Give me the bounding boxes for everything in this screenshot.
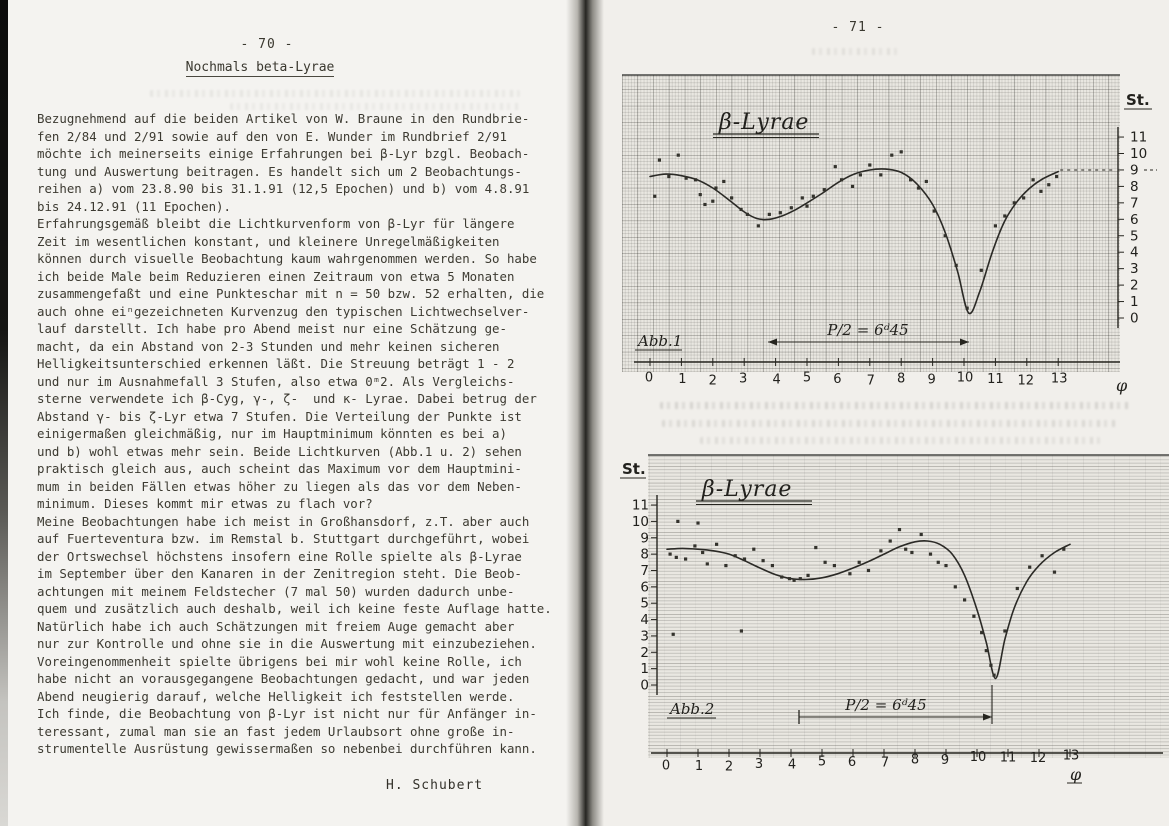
- observation-point: [676, 520, 679, 523]
- body-line: teressant, zumal man sie an fast jedem Urlaubsort ohne große in-: [37, 723, 515, 739]
- observation-point: [768, 213, 771, 216]
- y-tick-label: 3: [640, 628, 649, 645]
- body-line: mum in beiden Fällen etwas höher zu liegen als das vor dem Neben-: [37, 478, 522, 494]
- chart-title: β-Lyrae: [719, 110, 810, 135]
- observation-point: [848, 572, 851, 575]
- x-tick-label: 11: [999, 750, 1017, 766]
- observation-point: [879, 549, 882, 552]
- period-annotation: P/2 = 6ᵈ45: [845, 696, 927, 714]
- observation-point: [779, 211, 782, 214]
- x-tick-label: 10: [956, 370, 974, 386]
- body-line: ich beide Male beim Reduzieren einen Zeitraum von etwa 5 Monaten: [37, 268, 515, 284]
- body-line: achtungen mit meinem Feldstecher (7 mal 50) wurden dadurch unbe-: [37, 583, 515, 599]
- observation-point: [929, 553, 932, 556]
- y-tick-label: 3: [1130, 261, 1139, 278]
- x-tick-label: 3: [754, 756, 764, 772]
- body-line: Helligkeitsunterschied erkennen läßt. Die Streuung beträgt 1 - 2: [37, 356, 515, 371]
- observation-point: [675, 556, 678, 559]
- body-line: macht, da ein Abstand von 2-3 Stunden und mehr keinen sicheren: [37, 338, 500, 354]
- y-tick-label: 6: [640, 579, 649, 596]
- observation-point: [917, 186, 920, 189]
- observation-point: [898, 528, 901, 531]
- article-title: [130, 60, 390, 75]
- body-line: im September über den Kanaren in der Zenitregion steht. Die Beob-: [37, 566, 522, 581]
- observation-point: [814, 546, 817, 549]
- observation-point: [1003, 629, 1006, 632]
- x-tick-label: 7: [866, 373, 875, 389]
- body-line: und b) wohl etwas mehr sein. Beide Lichtkurven (Abb.1 u. 2) sehen: [37, 443, 522, 459]
- y-tick-label: 11: [631, 497, 649, 514]
- observation-point: [1062, 548, 1065, 551]
- observation-point: [909, 178, 912, 181]
- observation-point: [944, 564, 947, 567]
- x-tick-label: 8: [897, 371, 906, 387]
- observation-point: [963, 598, 966, 601]
- signature: H. Schubert: [386, 778, 484, 793]
- bleed-through-ghost-text: [150, 90, 520, 97]
- observation-point: [904, 548, 907, 551]
- y-tick-label: 8: [640, 546, 649, 563]
- observation-point: [900, 150, 903, 153]
- x-axis-symbol: φ: [1116, 376, 1128, 395]
- observation-point: [1016, 587, 1019, 590]
- observation-point: [746, 213, 749, 216]
- body-line: nur zur Kontrolle und ohne sie in die Auswertung mit einzubeziehen.: [37, 636, 537, 651]
- observation-point: [966, 307, 969, 310]
- observation-point: [724, 564, 727, 567]
- observation-point: [1053, 571, 1056, 574]
- light-curve-chart-abb2: [618, 450, 1169, 784]
- body-line: Abend neugierig darauf, welche Helligkeit ich feststellen werde.: [37, 688, 515, 704]
- body-line: Ich finde, die Beobachtung von β-Lyr ist nicht nur für Anfänger in-: [37, 706, 537, 721]
- body-line: reihen a) vom 23.8.90 bis 31.1.91 (12,5 Epochen) und b) vom 4.8.91: [37, 181, 530, 196]
- y-tick-label: 7: [640, 562, 649, 579]
- observation-point: [834, 165, 837, 168]
- observation-point: [752, 548, 755, 551]
- observation-point: [994, 224, 997, 227]
- observation-point: [980, 269, 983, 272]
- observation-point: [985, 649, 988, 652]
- y-tick-label: 11: [1130, 129, 1148, 146]
- y-tick-label: 1: [1130, 294, 1139, 311]
- observation-point: [920, 533, 923, 536]
- y-tick-label: 2: [1130, 277, 1139, 294]
- x-axis-symbol: φ: [1070, 765, 1082, 784]
- x-tick-label: 11: [987, 372, 1004, 387]
- y-tick-label: 5: [640, 595, 649, 612]
- body-line: praktisch gleich aus, auch scheint das Maximum vor dem Hauptmini-: [37, 461, 522, 476]
- body-line: lauf darstellt. Ich habe pro Abend meist nur eine Schätzung ge-: [37, 321, 507, 336]
- body-line: strumentelle Ausrüstung gewissermaßen so nebenbei durchführen kann.: [37, 741, 537, 756]
- bleed-through-ghost-text: [662, 420, 1117, 427]
- period-annotation: P/2 = 6ᵈ45: [827, 321, 909, 339]
- y-tick-label: 6: [1130, 211, 1139, 228]
- observation-point: [1028, 566, 1031, 569]
- body-line: quem und zusätzlich auch deshalb, weil ich keine feste Auflage hatte.: [37, 601, 552, 616]
- observation-point: [1039, 190, 1042, 193]
- x-tick-label: 5: [802, 370, 812, 386]
- observation-point: [954, 585, 957, 588]
- observation-point: [730, 196, 733, 199]
- x-tick-label: 13: [1062, 748, 1080, 764]
- body-line: möchte ich meinerseits einige Erfahrungen bei β-Lyr bzgl. Beobach-: [37, 146, 530, 161]
- observation-point: [840, 178, 843, 181]
- observation-point: [788, 577, 791, 580]
- observation-point: [696, 521, 699, 524]
- observation-point: [699, 193, 702, 196]
- observation-point: [824, 561, 827, 564]
- y-tick-label: 1: [640, 661, 649, 678]
- x-tick-label: 1: [694, 759, 704, 775]
- observation-point: [937, 561, 940, 564]
- observation-point: [812, 195, 815, 198]
- observation-point: [1031, 178, 1034, 181]
- y-tick-label: 5: [1130, 228, 1139, 245]
- bleed-through-ghost-text: [812, 48, 898, 55]
- observation-point: [868, 163, 871, 166]
- observation-point: [980, 631, 983, 634]
- x-tick-label: 9: [940, 753, 950, 769]
- x-tick-label: 13: [1050, 371, 1068, 387]
- observation-point: [734, 554, 737, 557]
- y-axis-title: St.: [1126, 91, 1150, 109]
- observation-point: [790, 206, 793, 209]
- observation-point: [1047, 183, 1050, 186]
- observation-point: [715, 543, 718, 546]
- y-tick-label: 10: [1130, 146, 1148, 162]
- observation-point: [722, 180, 725, 183]
- x-tick-label: 3: [739, 371, 748, 387]
- observation-point: [890, 154, 893, 157]
- body-line: Bezugnehmend auf die beiden Artikel von W. Braune in den Rundbrie-: [37, 111, 530, 126]
- figure-label: Abb.2: [670, 700, 715, 718]
- x-tick-label: 0: [661, 758, 671, 774]
- body-line: habe nicht an vorausgegangene Beobachtungen gedacht, und war jeden: [37, 671, 530, 686]
- y-tick-label: 4: [640, 612, 649, 629]
- x-tick-label: 6: [847, 754, 857, 770]
- body-line: auch ohne eiⁿgezeichneten Kurvenzug den typischen Lichtwechselver-: [37, 303, 530, 319]
- observation-point: [771, 564, 774, 567]
- body-line: Voreingenommenheit spielte übrigens bei mir wohl keine Rolle, ich: [37, 653, 522, 669]
- observation-point: [1041, 554, 1044, 557]
- body-line: können durch visuelle Beobachtung kaum wahrgenommen werden. So habe: [37, 251, 537, 266]
- x-tick-label: 4: [787, 757, 797, 773]
- article-title-text: Nochmals beta-Lyrae: [185, 60, 335, 75]
- observation-point: [793, 579, 796, 582]
- observation-point: [667, 175, 670, 178]
- observation-point: [677, 154, 680, 157]
- body-line: Erfahrungsgemäß bleibt die Lichtkurvenform von β-Lyr für längere: [37, 216, 515, 231]
- observation-point: [701, 551, 704, 554]
- observation-point: [806, 574, 809, 577]
- x-tick-label: 12: [1017, 373, 1035, 389]
- figure-label: Abb.1: [638, 332, 683, 350]
- observation-point: [706, 562, 709, 565]
- body-line: Natürlich habe ich auch Schätzungen mit freiem Auge gemacht aber: [37, 618, 515, 634]
- page-number-right: - 71 -: [831, 20, 885, 35]
- y-tick-label: 0: [1130, 310, 1139, 327]
- observation-point: [672, 633, 675, 636]
- x-tick-label: 2: [708, 373, 717, 389]
- body-line: einigermaßen gleichmäßig, nur im Hauptminimum könnten es bei a): [37, 426, 507, 441]
- x-tick-label: 7: [880, 755, 890, 771]
- y-tick-label: 8: [1130, 178, 1139, 195]
- observation-point: [669, 553, 672, 556]
- observation-point: [859, 173, 862, 176]
- book-gutter-shadow: [566, 0, 604, 826]
- observation-point: [889, 539, 892, 542]
- observation-point: [801, 196, 804, 199]
- observation-point: [823, 188, 826, 191]
- x-tick-label: 10: [969, 750, 987, 766]
- observation-point: [799, 577, 802, 580]
- observation-point: [851, 185, 854, 188]
- y-axis-title: St.: [622, 460, 646, 478]
- body-line: minimum. Dieses kommt mir etwas zu flach vor?: [37, 496, 373, 511]
- light-curve-chart-abb1: [622, 73, 1169, 399]
- observation-point: [933, 209, 936, 212]
- observation-point: [992, 674, 995, 677]
- x-tick-label: 1: [678, 372, 687, 387]
- body-line: zusammengefaßt und eine Punkteschar mit n = 50 bzw. 52 erhalten, die: [37, 286, 545, 301]
- body-line: der Ortswechsel höchstens insofern eine Rolle spielte als β-Lyrae: [37, 548, 522, 564]
- observation-point: [740, 629, 743, 632]
- observation-point: [910, 551, 913, 554]
- observation-point: [972, 615, 975, 618]
- observation-point: [780, 575, 783, 578]
- observation-point: [739, 208, 742, 211]
- observation-point: [944, 234, 947, 237]
- observation-point: [1055, 175, 1058, 178]
- observation-point: [1022, 196, 1025, 199]
- x-tick-label: 0: [644, 370, 654, 386]
- observation-point: [879, 173, 882, 176]
- observation-point: [658, 158, 661, 161]
- observation-point: [693, 544, 696, 547]
- observation-point: [1013, 201, 1016, 204]
- body-line: und nur im Ausnahmefall 3 Stufen, also etwa 0ᵐ2. Als Vergleichs-: [37, 373, 515, 389]
- x-tick-label: 12: [1029, 751, 1047, 767]
- observation-point: [757, 224, 760, 227]
- bleed-through-ghost-text: [700, 437, 1100, 444]
- observation-point: [1003, 214, 1006, 217]
- body-line: Abstand γ- bis ζ-Lyr etwa 7 Stufen. Die Verteilung der Punkte ist: [37, 408, 522, 424]
- x-tick-label: 6: [833, 372, 842, 387]
- bleed-through-ghost-text: [230, 103, 520, 110]
- observation-point: [805, 205, 808, 208]
- observation-point: [684, 557, 687, 560]
- body-line: Meine Beobachtungen habe ich meist in Großhansdorf, z.T. aber auch: [37, 513, 530, 529]
- observation-point: [858, 561, 861, 564]
- body-line: sterne verwendete ich β-Cyg, γ-, ζ- und κ- Lyrae. Dabei betrug der: [37, 391, 537, 406]
- observation-point: [989, 664, 992, 667]
- body-line: bis 24.12.91 (11 Epochen).: [37, 198, 231, 214]
- observation-point: [714, 186, 717, 189]
- bleed-through-ghost-text: [660, 402, 1130, 409]
- observation-point: [955, 264, 958, 267]
- observation-point: [711, 200, 714, 203]
- x-tick-label: 9: [927, 372, 936, 388]
- observation-point: [653, 195, 656, 198]
- y-tick-label: 9: [640, 530, 649, 547]
- observation-point: [867, 569, 870, 572]
- observation-point: [743, 557, 746, 560]
- body-line: Zeit im wesentlichen konstant, und kleinere Unregelmäßigkeiten: [37, 233, 500, 249]
- page-number-left: - 70 -: [240, 37, 294, 52]
- y-tick-label: 7: [1130, 195, 1139, 212]
- body-line: tung und Auswertung beitragen. Es handelt sich um 2 Beobachtungs-: [37, 163, 522, 179]
- observation-point: [703, 203, 706, 206]
- x-tick-label: 2: [724, 759, 734, 775]
- article-body: [37, 110, 557, 758]
- x-tick-label: 4: [772, 372, 781, 388]
- observation-point: [925, 180, 928, 183]
- left-page-edge-shadow: [0, 0, 8, 826]
- y-tick-label: 10: [631, 513, 649, 530]
- x-tick-label: 5: [817, 754, 827, 770]
- y-tick-label: 0: [640, 677, 649, 694]
- body-line: fen 2/84 und 2/91 sowie auf den von E. Wunder im Rundbrief 2/91: [37, 128, 507, 144]
- observation-point: [762, 559, 765, 562]
- observation-point: [833, 564, 836, 567]
- observation-point: [694, 178, 697, 181]
- chart-title: β-Lyrae: [702, 477, 793, 502]
- y-tick-label: 4: [1130, 244, 1139, 261]
- body-line: auf Fuerteventura bzw. im Remstal b. Stuttgart durchgeführt, wobei: [37, 531, 530, 546]
- x-tick-label: 8: [910, 752, 920, 768]
- y-tick-label: 2: [640, 644, 649, 661]
- observation-point: [685, 177, 688, 180]
- y-tick-label: 9: [1130, 162, 1139, 179]
